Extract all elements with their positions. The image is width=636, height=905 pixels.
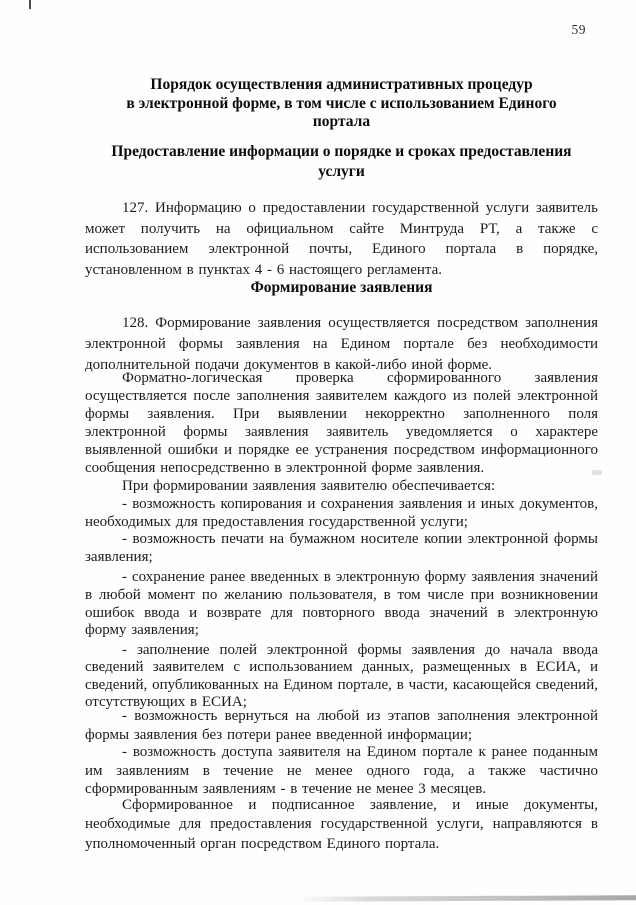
paragraph-127: 127. Информацию о предоставлении государственной услуги заявитель может получить на официальном сайте Минтруда РТ, а также с использованием электронной почты, Единого портала в порядке, установленном в пунктах 4 - 6 настоящего регламента. bbox=[85, 200, 598, 279]
list-item: - возможность доступа заявителя на Едином портале к ранее поданным им заявлениям в течение не менее одного года, а также частично сформированным заявлениям - в течение не менее 3 месяцев. bbox=[85, 744, 598, 798]
list-item: - возможность печати на бумажном носителе копии электронной формы заявления; bbox=[85, 531, 598, 565]
title-line: Порядок осуществления административных процедур bbox=[150, 76, 533, 93]
scan-artifact-smudge bbox=[592, 470, 602, 475]
paragraph-format-check: Форматно-логическая проверка сформированного заявления осуществляется после заполнения заявителем каждого из полей электронной формы заявления. При выявлении некорректно заполненного поля электронной формы заявления заявитель уведомляется о характере выявленной ошибки и порядке ее устранения посредством информационного сообщения непосредственно в электронной форме заявления. bbox=[85, 370, 598, 476]
section-heading-form: Формирование заявления bbox=[250, 279, 433, 296]
paragraph-128: 128. Формирование заявления осуществляется посредством заполнения электронной формы заявления на Едином портале без необходимости дополнительной подачи документов в какой-либо иной форме. bbox=[85, 315, 598, 373]
title-line: портала bbox=[312, 113, 371, 130]
list-item: - возможность копирования и сохранения заявления и иных документов, необходимых для предоставления государственной услуги; bbox=[85, 496, 598, 530]
paragraph-list-intro: При формировании заявления заявителю обеспечивается: bbox=[122, 478, 496, 494]
list-item: - возможность вернуться на любой из этапов заполнения электронной формы заявления без потери ранее введенной информации; bbox=[85, 708, 598, 743]
paragraph-final: Сформированное и подписанное заявление, и иные документы, необходимые для предоставления государственной услуги, направляются в уполномоченный орган посредством Единого портала. bbox=[85, 797, 598, 852]
list-item: - заполнение полей электронной формы заявления до начала ввода сведений заявителем с использованием данных, размещенных в ЕСИА, и сведений, опубликованных на Едином портале, в части, касающейся сведений, отсутствующих в ЕСИА; bbox=[85, 642, 598, 711]
page-number: 59 bbox=[571, 22, 586, 37]
scan-artifact-bottom-streak bbox=[295, 895, 636, 901]
section-heading-info bbox=[85, 142, 598, 182]
heading-line: услуги bbox=[318, 163, 365, 180]
list-item: - сохранение ранее введенных в электронную форму заявления значений в любой момент по желанию пользователя, в том числе при возникновении ошибок ввода и возврате для повторного ввода значений в электронную форму заявления; bbox=[85, 569, 598, 639]
scan-artifact-top-tick bbox=[29, 0, 31, 9]
heading-line: Предоставление информации о порядке и сроках предоставления bbox=[111, 143, 572, 160]
title-line: в электронной форме, в том числе с использованием Единого bbox=[126, 94, 557, 112]
document-title bbox=[85, 76, 598, 132]
